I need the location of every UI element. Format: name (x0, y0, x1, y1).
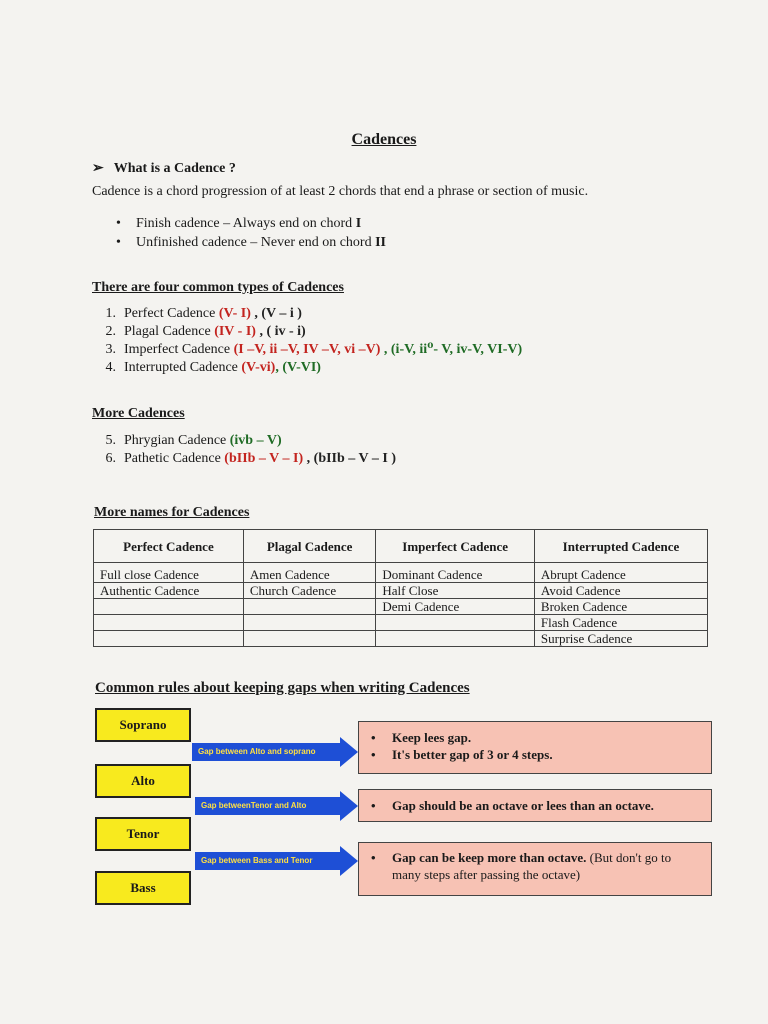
voice-soprano: Soprano (95, 708, 191, 742)
arrow-bullet-icon: ➢ (92, 161, 104, 176)
table-cell: Surprise Cadence (534, 631, 707, 647)
table-cell: Avoid Cadence (534, 583, 707, 599)
col-header-imperfect: Imperfect Cadence (376, 530, 535, 563)
table-cell (94, 599, 244, 615)
voice-bass: Bass (95, 871, 191, 905)
list-item: • Unfinished cadence – Never end on chord II (112, 233, 386, 252)
table-header-row (94, 530, 708, 563)
table-cell: Demi Cadence (376, 599, 535, 615)
table-cell (94, 615, 244, 631)
finish-list (112, 214, 386, 252)
four-types-list (92, 305, 522, 377)
voice-tenor: Tenor (95, 817, 191, 851)
col-header-perfect: Perfect Cadence (94, 530, 244, 563)
table-cell: Authentic Cadence (94, 583, 244, 599)
table-cell: Church Cadence (243, 583, 376, 599)
list-item: • Finish cadence – Always end on chord I (112, 214, 386, 233)
question-text: What is a Cadence ? (113, 161, 236, 176)
rule-box-2 (358, 789, 712, 822)
list-item: • Gap should be an octave or lees than an octave. (359, 797, 711, 814)
rules-heading: Common rules about keeping gaps when writing Cadences (95, 680, 470, 696)
table-cell (243, 599, 376, 615)
table-cell: Flash Cadence (534, 615, 707, 631)
definition-text: Cadence is a chord progression of at least 2 chords that end a phrase or section of music. (92, 184, 589, 199)
table-row (94, 583, 708, 599)
gap-arrow-tenor-alto (195, 791, 358, 821)
table-cell: Half Close (376, 583, 535, 599)
gap-arrow-bass-tenor (195, 846, 358, 876)
arrow-right-icon (340, 846, 358, 876)
col-header-plagal: Plagal Cadence (243, 530, 376, 563)
list-item: 1. Perfect Cadence (V- I) , (V – i ) (105, 306, 302, 321)
list-item: • Keep lees gap. (359, 729, 711, 746)
table-row (94, 631, 708, 647)
rule-box-3 (358, 842, 712, 896)
gap-arrow-alto-soprano (192, 737, 358, 767)
gap-label: Gap betweenTenor and Alto (195, 797, 340, 815)
gap-label: Gap between Bass and Tenor (195, 852, 340, 870)
rule-box-1 (358, 721, 712, 774)
arrow-right-icon (340, 791, 358, 821)
table-cell: Amen Cadence (243, 563, 376, 583)
table-row (94, 599, 708, 615)
list-item: 5. Phrygian Cadence (ivb – V) (105, 433, 282, 448)
list-item: 2. Plagal Cadence (IV - I) , ( iv - i) (105, 324, 306, 339)
list-item: 6. Pathetic Cadence (bIIb – V – I) , (bIIb – V – I ) (105, 451, 397, 466)
list-item: • Gap can be keep more than octave. (But don't go to many steps after passing the octave) (359, 849, 701, 883)
table-cell (243, 631, 376, 647)
table-cell (94, 631, 244, 647)
table-cell (376, 615, 535, 631)
table-cell: Abrupt Cadence (534, 563, 707, 583)
question-heading (92, 160, 236, 177)
table-row (94, 615, 708, 631)
table-cell (243, 615, 376, 631)
list-item: 3. Imperfect Cadence (I –V, ii –V, IV –V, vi –V) , (i-V, ii⁰- V, iv-V, VI-V) (105, 342, 523, 357)
table-row (94, 563, 708, 583)
table-cell: Full close Cadence (94, 563, 244, 583)
four-types-heading: There are four common types of Cadences (92, 280, 344, 295)
table-cell: Broken Cadence (534, 599, 707, 615)
gap-label: Gap between Alto and soprano (192, 743, 340, 761)
more-types-list (92, 432, 396, 468)
table-cell (376, 631, 535, 647)
arrow-right-icon (340, 737, 358, 767)
page-title: Cadences (351, 131, 417, 148)
voice-alto: Alto (95, 764, 191, 798)
list-item: 4. Interrupted Cadence (V-vi), (V-VI) (105, 360, 321, 375)
names-heading: More names for Cadences (94, 505, 250, 520)
list-item: • It's better gap of 3 or 4 steps. (359, 746, 711, 763)
col-header-interrupted: Interrupted Cadence (534, 530, 707, 563)
cadence-names-table (93, 529, 708, 647)
more-cadences-heading: More Cadences (92, 406, 185, 421)
table-cell: Dominant Cadence (376, 563, 535, 583)
